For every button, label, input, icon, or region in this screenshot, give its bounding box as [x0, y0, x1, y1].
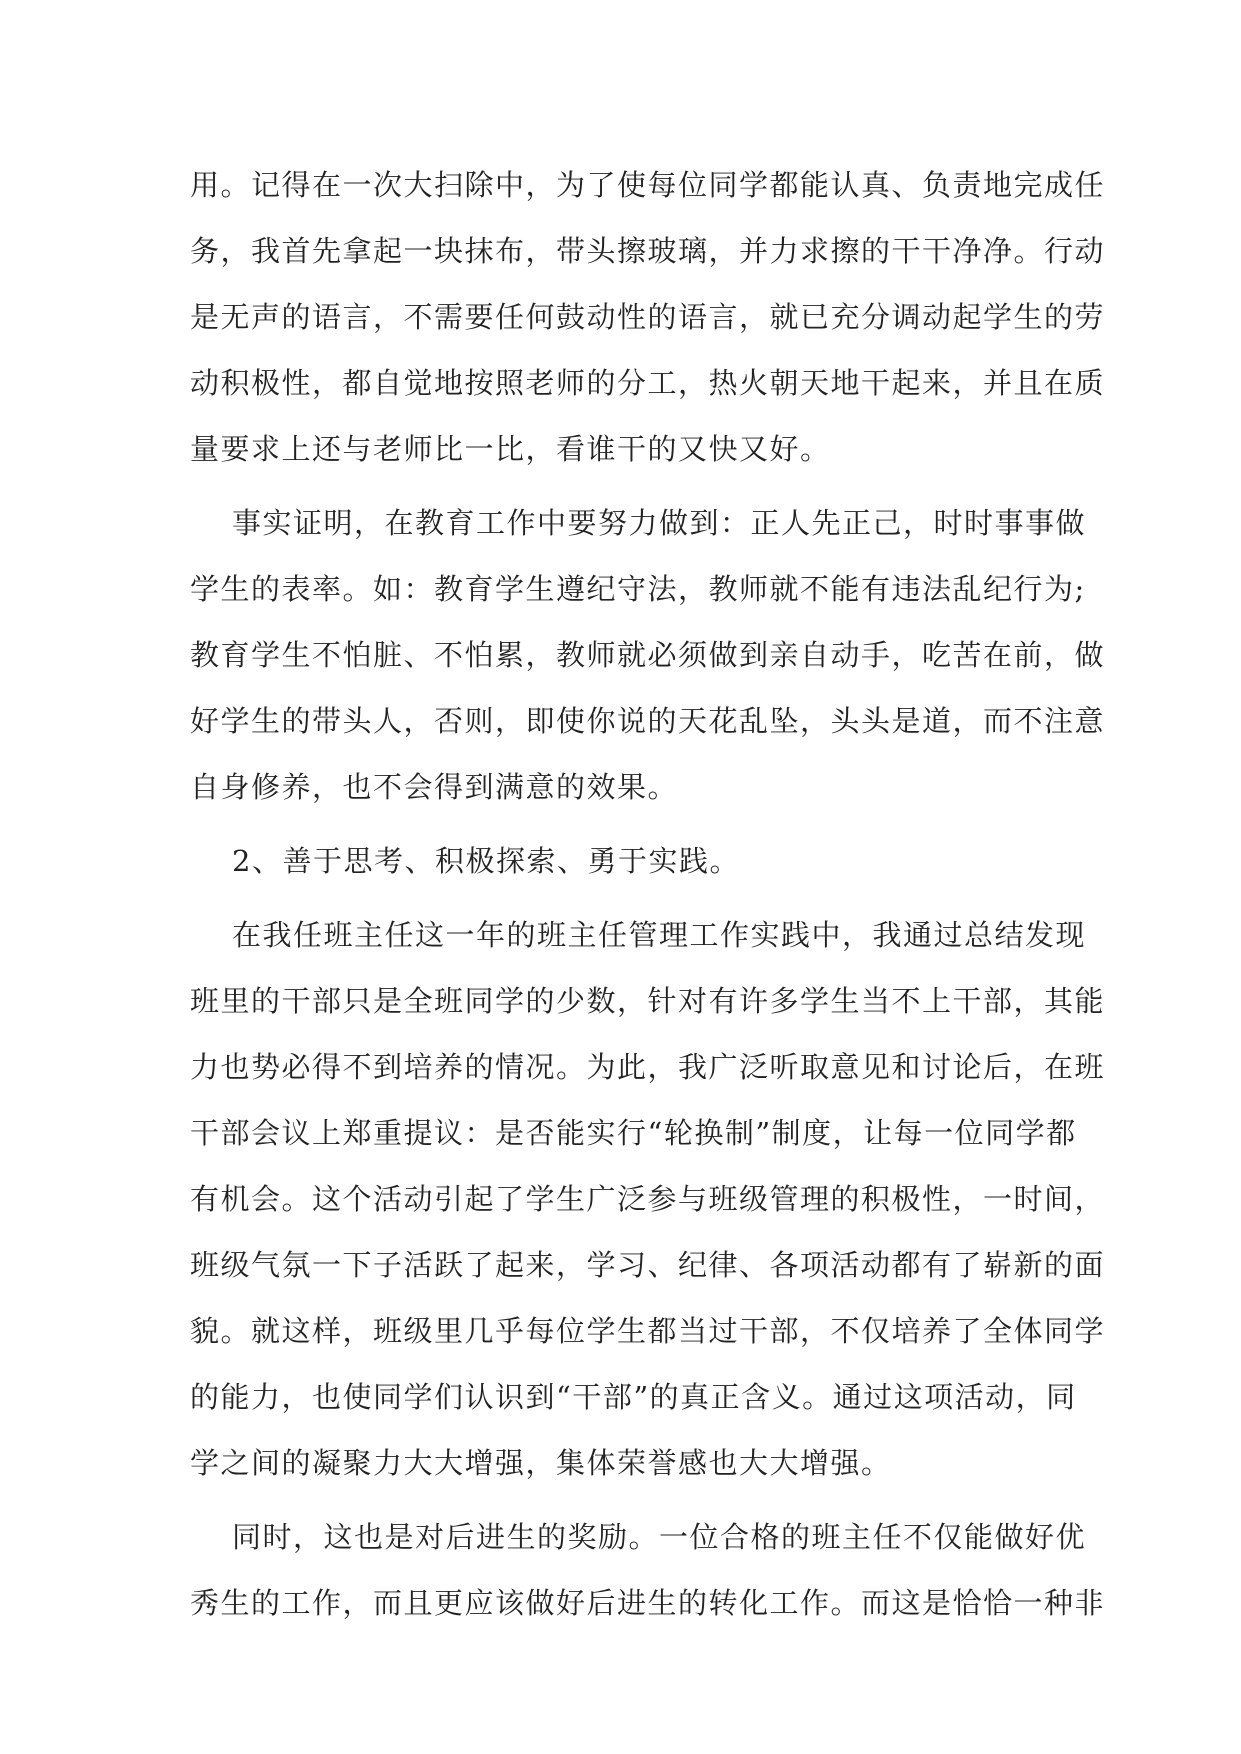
- text-line: 用。记得在一次大扫除中，为了使每位同学都能认真、负责地完成任: [190, 168, 1106, 202]
- text-line: 事实证明，在教育工作中要努力做到：正人先正己，时时事事做: [232, 506, 1087, 540]
- text-line: 量要求上还与老师比一比，看谁干的又快又好。: [190, 432, 831, 466]
- paragraph-spacer: [190, 1496, 1054, 1504]
- text-line: 自身修养，也不会得到满意的效果。: [190, 770, 679, 804]
- paragraph-5: [190, 1504, 1106, 1636]
- text-line: 学生的表率。如：教育学生遵纪守法，教师就不能有违法乱纪行为;: [190, 572, 1086, 606]
- text-line: 动积极性，都自觉地按照老师的分工，热火朝天地干起来，并且在质: [190, 366, 1106, 400]
- text-line: 干部会议上郑重提议：是否能实行“轮换制”制度，让每一位同学都: [190, 1116, 1077, 1150]
- text-line: 是无声的语言，不需要任何鼓动性的语言，就已充分调动起学生的劳: [190, 300, 1106, 334]
- paragraph-spacer: [190, 820, 1054, 828]
- text-line: 务，我首先拿起一块抹布，带头擦玻璃，并力求擦的干干净净。行动: [190, 234, 1106, 268]
- document-body: [190, 152, 1106, 1636]
- text-line: 有机会。这个活动引起了学生广泛参与班级管理的积极性，一时间，: [190, 1182, 1106, 1216]
- paragraph-spacer: [190, 482, 1054, 490]
- text-line: 貌。就这样，班级里几乎每位学生都当过干部，不仅培养了全体同学: [190, 1314, 1106, 1348]
- text-line: 同时，这也是对后进生的奖励。一位合格的班主任不仅能做好优: [232, 1520, 1087, 1554]
- paragraph-4: [190, 902, 1106, 1496]
- text-line: 在我任班主任这一年的班主任管理工作实践中，我通过总结发现: [232, 918, 1087, 952]
- text-line: 秀生的工作，而且更应该做好后进生的转化工作。而这是恰恰一种非: [190, 1586, 1106, 1620]
- text-line: 学之间的凝聚力大大增强，集体荣誉感也大大增强。: [190, 1446, 892, 1480]
- paragraph-3-heading: [190, 828, 1054, 894]
- paragraph-2: [190, 490, 1106, 820]
- text-line: 班里的干部只是全班同学的少数，针对有许多学生当不上干部，其能: [190, 984, 1106, 1018]
- text-line: 的能力，也使同学们认识到“干部”的真正含义。通过这项活动，同: [190, 1380, 1077, 1414]
- section-heading: 2、善于思考、积极探索、勇于实践。: [232, 844, 740, 878]
- text-line: 教育学生不怕脏、不怕累，教师就必须做到亲自动手，吃苦在前，做: [190, 638, 1106, 672]
- text-line: 好学生的带头人，否则，即使你说的天花乱坠，头头是道，而不注意: [190, 704, 1106, 738]
- text-line: 力也势必得不到培养的情况。为此，我广泛听取意见和讨论后，在班: [190, 1050, 1106, 1084]
- paragraph-1: [190, 152, 1106, 482]
- text-line: 班级气氛一下子活跃了起来，学习、纪律、各项活动都有了崭新的面: [190, 1248, 1106, 1282]
- paragraph-spacer: [190, 894, 1054, 902]
